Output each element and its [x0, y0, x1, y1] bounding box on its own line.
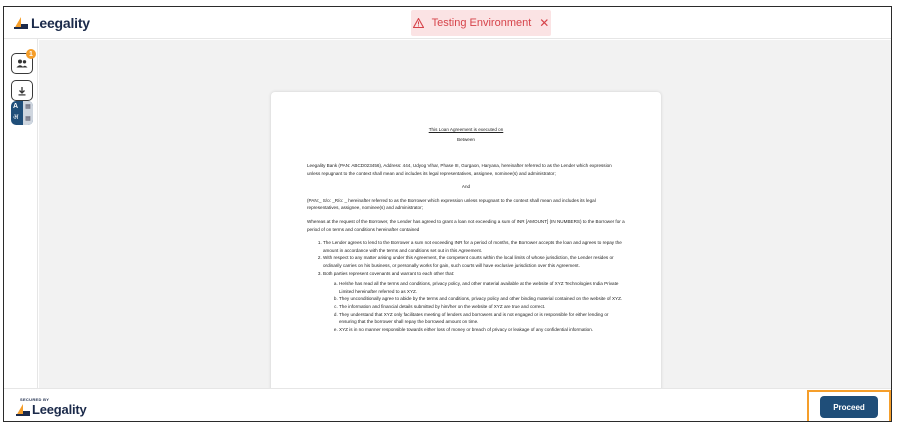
clause-item: 3. Both parties represent covenants and warrant to each other that:: [323, 270, 625, 278]
document-viewer[interactable]: [39, 40, 891, 388]
clause-item: 2. With respect to any matter arising under this Agreement, the competent courts within the local limits of whose jurisdiction, the Lender resides or ordinarily carries on his business, or personally works for gain, such courts will have exclusive jurisdiction over this Agreement.: [323, 254, 625, 269]
leegality-logo-icon: [14, 17, 28, 29]
lender-paragraph: Leegality Bank (PAN: ABCD023456), Address: 444, Udyog Vihar, Phase III, Gurgaon, Haryana, hereinafter referred to as the Lender which expression unless repugnant to the context shall mean and includes its legal representatives, assignee, nominee(s) and administrator;: [307, 163, 612, 176]
leegality-logo-icon: [16, 404, 30, 416]
close-icon[interactable]: ✕: [539, 16, 550, 30]
environment-label: Testing Environment: [431, 17, 532, 29]
secured-by-logo: [16, 397, 87, 417]
signers-button[interactable]: [11, 50, 33, 74]
brand-logo: [14, 15, 90, 31]
borrower-paragraph: (PAN:_ S/o: _R/o: _ hereinafter referred to as the Borrower which expression unless repugnant to the context shall mean and includes its legal representatives, assignee, nominee(s) and administrator;: [307, 197, 596, 211]
environment-banner: [411, 10, 551, 36]
users-icon: [16, 59, 28, 68]
secured-by-label: SECURED BY: [20, 397, 50, 402]
and-separator: And: [461, 184, 471, 190]
subclause-item: e. XYZ is in no manner responsible towards either loss of money or breach of privacy or leakage of any confidential information.: [339, 326, 625, 334]
language-secondary-label: अ: [13, 114, 19, 121]
document-page: [271, 92, 661, 388]
agreement-body: [307, 162, 625, 336]
clause-item: 1. The Lender agrees to lend to the Borrower a sum not exceeding INR for a period of months, the Borrower accepts the loan and agrees to repay the amount in accordance with the terms and conditions set out in this Agreement.: [323, 239, 625, 254]
header: [4, 7, 891, 39]
brand-name: Leegality: [31, 15, 90, 31]
subclause-list: [333, 280, 625, 333]
language-primary-label: A: [13, 103, 19, 110]
sidebar: [4, 39, 38, 388]
proceed-highlight: [807, 390, 891, 422]
agreement-title: This Loan Agreement is executed on: [428, 127, 504, 132]
proceed-button[interactable]: Proceed: [820, 396, 878, 418]
footer: [4, 388, 891, 422]
whereas-paragraph: Whereas at the request of the Borrower, the Lender has agreed to grant a loan not exceeding a sum of INR [AMOUNT] (IN NUMBERS) to the Borrower for a period of on terms and conditions hereinafter contained: [307, 218, 625, 232]
subclause-item: d. They understand that XYZ only facilitates meeting of lenders and borrowers and is not engaged or is responsible for either lending or ensuring that the borrower shall repay the borrowed amount on time.: [339, 311, 625, 326]
subclause-item: c. The information and financial details submitted by him/her on the website of XYZ are true and correct.: [339, 303, 625, 311]
language-toggle[interactable]: [11, 101, 33, 125]
clause-list: [317, 239, 625, 277]
translate-icon: ▦ ▦: [23, 101, 33, 125]
vertical-scrollbar[interactable]: [885, 40, 891, 388]
download-button[interactable]: [11, 80, 33, 101]
subclause-item: b. They unconditionally agree to abide by the terms and conditions, privacy policy and other binding material contained on the website of XYZ.: [339, 295, 625, 303]
warning-icon: [413, 18, 424, 28]
app-window: [3, 6, 892, 422]
notification-badge: 1: [26, 49, 36, 59]
footer-brand-name: Leegality: [32, 402, 87, 417]
download-icon: [17, 86, 27, 96]
subclause-item: a. He/she has read all the terms and conditions, privacy policy, and other material available at the website of XYZ Technologies India Private Limited hereinafter referred to as XYZ.: [339, 280, 625, 295]
agreement-between: Between: [457, 137, 475, 142]
